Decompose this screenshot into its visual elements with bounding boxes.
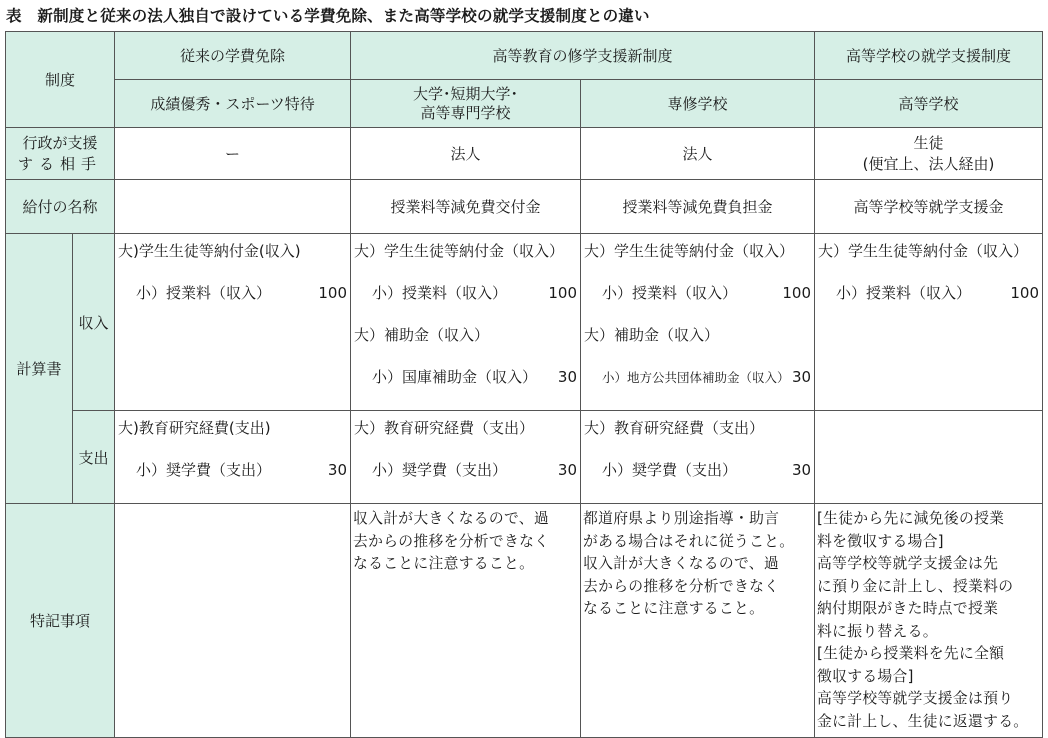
shishutsu-kotogakko <box>815 411 1043 504</box>
item-text: 小）授業料（収入） <box>372 284 508 302</box>
header-juurai: 従来の学費免除 <box>115 32 351 80</box>
row-aite <box>6 128 1043 180</box>
meisho-senshu: 授業料等減免費負担金 <box>581 180 815 234</box>
note-line: 去からの推移を分析できなく <box>353 532 550 550</box>
note-line: なることに注意すること。 <box>583 600 765 617</box>
label-shishutsu: 支出 <box>73 411 115 504</box>
item-amount: 100 <box>1010 284 1040 302</box>
shunyu-senshu <box>581 234 815 411</box>
list-item <box>118 280 347 322</box>
shishutsu-senshu <box>581 411 815 504</box>
aite-senshu: 法人 <box>581 128 815 180</box>
item-text: 小）授業料（収入） <box>836 284 972 302</box>
list-item <box>818 280 1039 322</box>
item-amount: 30 <box>557 368 578 386</box>
list-item: 大）学生生徒等納付金（収入） <box>354 242 565 260</box>
aite-juurai: ー <box>115 128 351 180</box>
label-aite-line1: 行政が支援 <box>22 133 98 152</box>
header-seido: 制度 <box>6 32 115 128</box>
list-item: 大）教育研究経費（支出） <box>584 419 765 437</box>
row-meisho <box>6 180 1043 234</box>
label-shunyu: 収入 <box>73 234 115 411</box>
list-item <box>354 280 577 322</box>
row-keisan-shishutsu <box>6 411 1043 504</box>
item-text: 小）授業料（収入） <box>602 284 738 302</box>
item-text: 小）奨学費（支出） <box>372 461 508 479</box>
subheader-daigaku <box>351 80 581 128</box>
item-amount: 100 <box>782 284 812 302</box>
note-line: がある場合はそれに従うこと。 <box>583 532 795 550</box>
list-item: 大）補助金（収入） <box>584 326 720 344</box>
list-item: 大）教育研究経費（支出） <box>354 419 535 437</box>
header-row-1 <box>6 32 1043 80</box>
tokki-daigaku <box>351 504 581 738</box>
item-text: 小）奨学費（支出） <box>602 461 738 479</box>
note-line: 収入計が大きくなるので、過 <box>353 510 549 527</box>
label-aite <box>6 128 115 180</box>
header-kotokyoiku: 高等教育の修学支援新制度 <box>351 32 815 80</box>
aite-kotogakko-line2: (便宜上、法人経由) <box>862 154 995 173</box>
note-line: 料に振り替える。 <box>817 622 938 640</box>
label-aite-line2: する相手 <box>18 154 103 173</box>
aite-daigaku: 法人 <box>351 128 581 180</box>
note-line: 高等学校等就学支援金は先 <box>817 555 999 572</box>
shishutsu-daigaku <box>351 411 581 504</box>
meisho-kotogakko: 高等学校等就学支援金 <box>815 180 1043 234</box>
shunyu-daigaku <box>351 234 581 411</box>
note-line: 納付期限がきた時点で授業 <box>817 600 999 617</box>
list-item <box>584 457 811 499</box>
note-line: に預り金に計上し、授業料の <box>817 577 1014 595</box>
list-item: 大)学生生徒等納付金(収入) <box>118 242 301 260</box>
note-line: なることに注意すること。 <box>353 555 535 572</box>
item-text: 小）奨学費（支出） <box>136 461 272 479</box>
list-item: 大）学生生徒等納付金（収入） <box>584 242 795 260</box>
row-keisan-shunyu <box>6 234 1043 411</box>
row-tokki <box>6 504 1043 738</box>
item-amount: 30 <box>557 461 578 479</box>
subheader-juurai: 成績優秀・スポーツ特待 <box>115 80 351 128</box>
item-text: 小）国庫補助金（収入） <box>372 368 538 386</box>
item-text: 小）地方公共団体補助金（収入） <box>602 370 790 385</box>
note-line: 去からの推移を分析できなく <box>583 577 780 595</box>
list-item <box>118 457 347 499</box>
note-line: 料を徴収する場合] <box>817 532 944 550</box>
label-meisho: 給付の名称 <box>6 180 115 234</box>
shunyu-kotogakko <box>815 234 1043 411</box>
list-item <box>584 364 811 406</box>
note-line: 都道府県より別途指導・助言 <box>583 510 780 527</box>
subheader-kotogakko: 高等学校 <box>815 80 1043 128</box>
page-title: 表 新制度と従来の法人独自で設けている学費免除、また高等学校の就学支援制度との違い <box>6 7 650 25</box>
meisho-daigaku: 授業料等減免費交付金 <box>351 180 581 234</box>
shunyu-juurai <box>115 234 351 411</box>
note-line: 徴収する場合] <box>817 667 914 685</box>
note-line: [生徒から授業料を先に全額 <box>817 645 1005 662</box>
note-line: 収入計が大きくなるので、過 <box>583 555 779 572</box>
item-text: 小）授業料（収入） <box>136 284 272 302</box>
subheader-senshu: 専修学校 <box>581 80 815 128</box>
meisho-juurai <box>115 180 351 234</box>
list-item: 大）学生生徒等納付金（収入） <box>818 242 1029 260</box>
item-amount: 100 <box>318 284 348 302</box>
subheader-daigaku-line1: 大学･短期大学･ <box>413 84 519 103</box>
list-item: 大)教育研究経費(支出) <box>118 419 271 437</box>
label-tokki: 特記事項 <box>6 504 115 738</box>
note-line: [生徒から先に減免後の授業 <box>817 510 1005 527</box>
aite-kotogakko-line1: 生徒 <box>913 133 944 152</box>
note-line: 高等学校等就学支援金は預り <box>817 690 1014 707</box>
item-amount: 100 <box>548 284 578 302</box>
comparison-table <box>5 31 1043 738</box>
list-item <box>584 280 811 322</box>
list-item <box>354 364 577 406</box>
subheader-daigaku-line2: 高等専門学校 <box>420 103 511 122</box>
tokki-kotogakko <box>815 504 1043 738</box>
shishutsu-juurai <box>115 411 351 504</box>
list-item <box>354 457 577 499</box>
header-kotogakko-shien: 高等学校の就学支援制度 <box>815 32 1043 80</box>
note-line: 金に計上し、生徒に返還する。 <box>817 712 1029 730</box>
item-amount: 30 <box>791 461 812 479</box>
item-amount: 30 <box>327 461 348 479</box>
label-keisan: 計算書 <box>6 234 73 504</box>
tokki-juurai <box>115 504 351 738</box>
header-row-2 <box>6 80 1043 128</box>
item-amount: 30 <box>791 368 812 386</box>
tokki-senshu <box>581 504 815 738</box>
list-item: 大）補助金（収入） <box>354 326 490 344</box>
aite-kotogakko <box>815 128 1043 180</box>
